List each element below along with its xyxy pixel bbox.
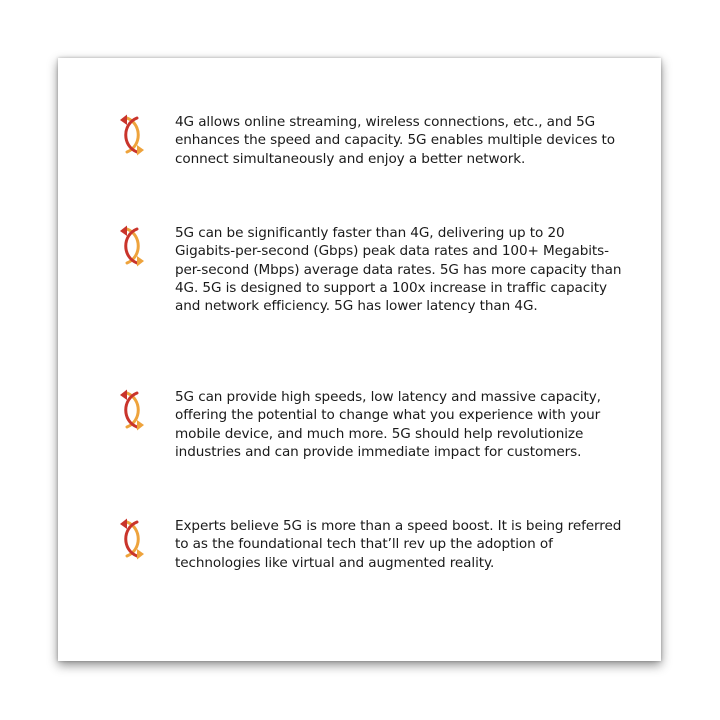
paragraph-text: 5G can provide high speeds, low latency and massive capacity, offering the potential to change what you experience with your mobile device, and much more. 5G should help revolutionize industries and can provide immediate impact for customers. bbox=[175, 389, 601, 460]
dna-arrows-icon bbox=[118, 389, 146, 431]
paragraph-text: 4G allows online streaming, wireless connections, etc., and 5G enhances the speed and capacity. 5G enables multiple devices to connect simultaneously and enjoy a better network. bbox=[175, 114, 616, 167]
paragraph-text: 5G can be significantly faster than 4G, delivering up to 20 Gigabits-per-second (Gbps) peak data rates and 100+ Megabits-per-second (Mbps) average data rates. 5G has more capacity than 4G. 5G is designed to support a 100x increase in traffic capacity and network efficiency. 5G has lower latency than 4G. bbox=[175, 225, 622, 315]
dna-arrows-icon bbox=[118, 114, 146, 156]
paragraph-text: Experts believe 5G is more than a speed boost. It is being referred to as the foundational tech that’ll rev up the adoption of technologies like virtual and augmented reality. bbox=[175, 518, 622, 571]
dna-arrows-icon bbox=[118, 518, 146, 560]
dna-arrows-icon bbox=[118, 225, 146, 267]
info-card bbox=[58, 58, 661, 661]
